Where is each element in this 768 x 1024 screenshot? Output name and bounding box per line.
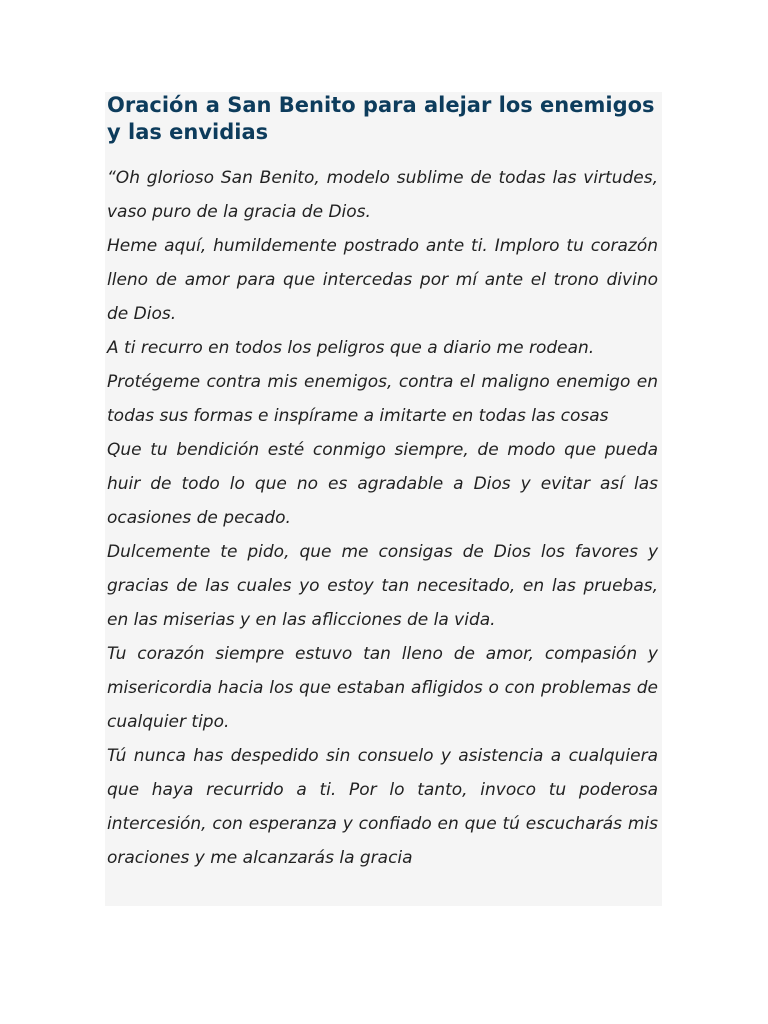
prayer-paragraph: Heme aquí, humildemente postrado ante ti. Imploro tu corazón lleno de amor para que intercedas por mí ante el trono divino de Dios.	[107, 236, 658, 324]
prayer-paragraph: Protégeme contra mis enemigos, contra el maligno enemigo en todas sus formas e inspírame a imitarte en todas las cosas	[107, 372, 658, 426]
article-content	[105, 92, 662, 906]
prayer-text	[105, 161, 662, 875]
prayer-paragraph: A ti recurro en todos los peligros que a diario me rodean.	[107, 338, 595, 358]
prayer-paragraph: Dulcemente te pido, que me consigas de Dios los favores y gracias de las cuales yo estoy tan necesitado, en las pruebas, en las miserias y en las aflicciones de la vida.	[107, 542, 658, 630]
article-title: Oración a San Benito para alejar los enemigos y las envidias	[107, 93, 655, 144]
prayer-paragraph: Que tu bendición esté conmigo siempre, de modo que pueda huir de todo lo que no es agradable a Dios y evitar así las ocasiones de pecado.	[107, 440, 658, 528]
prayer-paragraph: “Oh glorioso San Benito, modelo sublime de todas las virtudes, vaso puro de la gracia de Dios.	[107, 168, 658, 222]
prayer-paragraph: Tu corazón siempre estuvo tan lleno de amor, compasión y misericordia hacia los que estaban afligidos o con problemas de cualquier tipo.	[107, 644, 658, 732]
prayer-paragraph: Tú nunca has despedido sin consuelo y asistencia a cualquiera que haya recurrido a ti. Por lo tanto, invoco tu poderosa intercesión, con esperanza y confiado en que tú escucharás mis oraciones y me alcanzarás la gracia	[107, 746, 658, 868]
